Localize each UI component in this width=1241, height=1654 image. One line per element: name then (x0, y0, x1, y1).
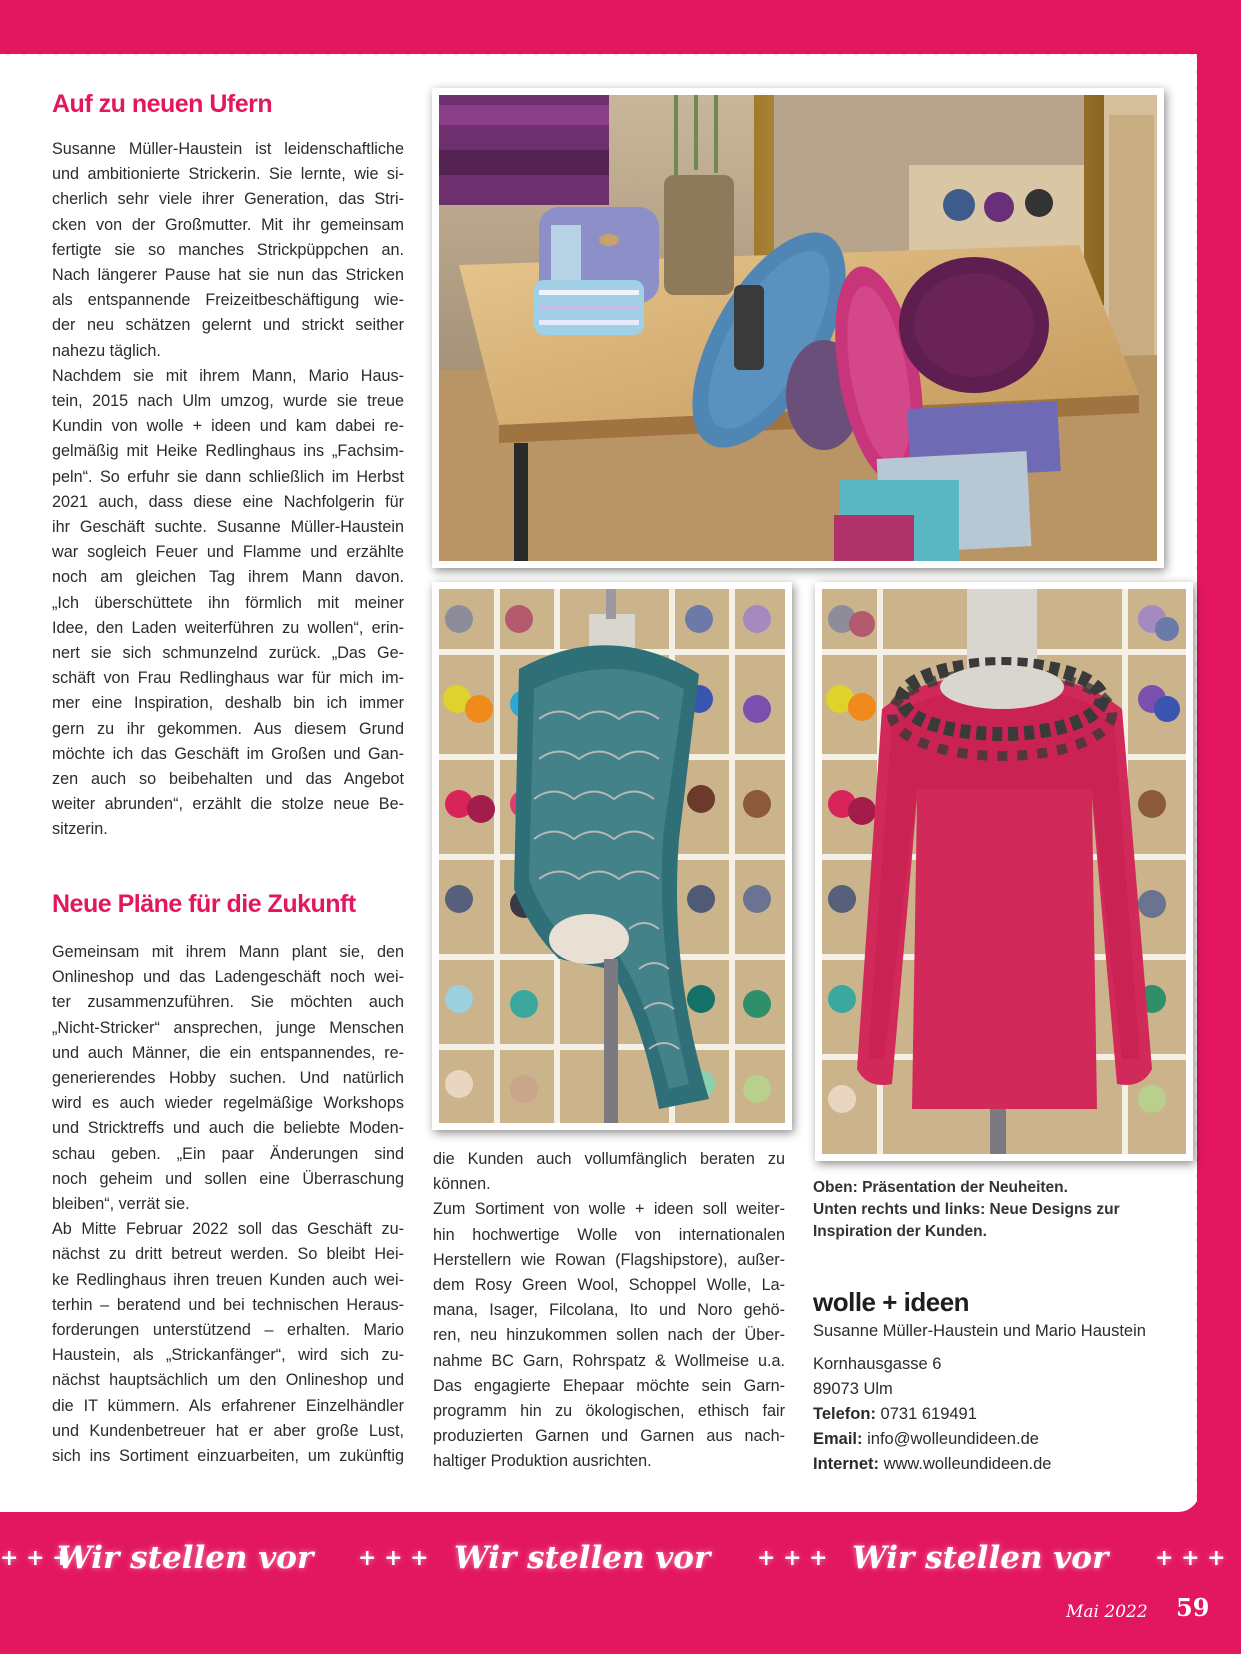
text-line: als entspannende Freizeitbeschäftigung wie- (52, 291, 404, 310)
text-line: weiter abrunden“, erzählt die stolze neue Be- (52, 795, 404, 814)
phone-label: Telefon: (813, 1405, 876, 1423)
text-line: Haustein, als „Strickanfänger“, wird sich zu- (52, 1346, 404, 1365)
text-line: und Kundenbetreuer hat er aber große Lust, (52, 1421, 404, 1440)
text-line: Zum Sortiment von wolle + ideen soll weiter- (433, 1200, 785, 1219)
text-line: ke Redlinghaus ihren treuen Kunden auch wei- (52, 1270, 404, 1289)
phone-line (813, 1402, 1203, 1427)
text-line: cken von der Großmutter. Mit ihr gemeinsam (52, 215, 404, 234)
text-line: Onlineshop und das Ladengeschäft noch wei- (52, 968, 404, 987)
caption-line-1: Oben: Präsentation der Neuheiten. (813, 1179, 1068, 1196)
caption-line-3: Inspiration der Kunden. (813, 1223, 987, 1240)
text-line: können. (433, 1175, 491, 1194)
text-line: programm hin zu ökologischen, ethisch fair (433, 1402, 785, 1421)
text-line: Nach längerer Pause hat sie nun das Stricken (52, 266, 404, 285)
email-address[interactable]: info@wolleundideen.de (867, 1430, 1039, 1448)
text-line: ter zusammenzuführen. Sie möchten auch (52, 993, 404, 1012)
text-line: noch geheim und sollen eine Überraschung (52, 1169, 404, 1188)
banner-text: Wir stellen vor (852, 1540, 1109, 1576)
text-line: ihr Geschäft suchte. Susanne Müller-Haustein (52, 518, 404, 537)
web-line (813, 1452, 1203, 1477)
text-line: ren, neu hinzukommen sollen nach der Über- (433, 1326, 785, 1345)
owners: Susanne Müller-Haustein und Mario Haustein (813, 1322, 1146, 1340)
text-line: dem Rosy Green Wool, Schoppel Wolle, La- (433, 1276, 785, 1295)
text-line: Idee, den Laden weiterführen zu wollen“, erin- (52, 618, 404, 637)
text-line: möchte ich das Geschäft im Großen und Gan- (52, 744, 404, 763)
text-line: und Stricktreffs und auch die beliebte Moden- (52, 1119, 404, 1138)
text-line: sich ins Sortiment einzuarbeiten, um zukünftig (52, 1447, 404, 1466)
banner-separator: + + + (0, 1545, 71, 1571)
text-line: noch am gleichen Tag ihrem Mann davon. (52, 568, 404, 587)
caption-line-2: Unten rechts und links: Neue Designs zur (813, 1201, 1120, 1218)
contact-box (813, 1285, 1203, 1477)
city: 89073 Ulm (813, 1380, 893, 1398)
text-line: nächst zu dritt betreut werden. So bleibt Hei- (52, 1245, 404, 1264)
text-line: Gemeinsam mit ihrem Mann plant sie, den (52, 943, 404, 961)
photo-pink-sweater (815, 582, 1193, 1161)
text-line: nahme BC Garn, Rohrspatz & Wollmeise u.a. (433, 1351, 785, 1370)
text-line: Das engagierte Ehepaar möchte sein Garn- (433, 1376, 785, 1395)
issue-date: Mai 2022 (1066, 1602, 1148, 1622)
email-label: Email: (813, 1430, 863, 1448)
text-line: und auch Männer, die ein entspannendes, re- (52, 1043, 404, 1062)
website-link[interactable]: www.wolleundideen.de (883, 1455, 1052, 1473)
street: Kornhausgasse 6 (813, 1355, 942, 1373)
text-line: tein, 2015 nach Ulm umzog, wurde sie treue (52, 392, 404, 411)
right-border (1197, 0, 1241, 1520)
text-line: Susanne Müller-Haustein ist leidenschaftliche (52, 140, 404, 158)
text-line: zen auch so beibehalten und das Angebot (52, 770, 404, 789)
article-column-1b (52, 940, 404, 1469)
photo-shawl-design (432, 582, 792, 1130)
text-line: mer eine Inspiration, deshalb bin ich immer (52, 694, 404, 713)
text-line: die IT kümmern. Als erfahrener Einzelhändler (52, 1396, 404, 1415)
banner-separator: + + + (1155, 1545, 1226, 1571)
article-column-2 (433, 1147, 785, 1475)
text-line: haltiger Produktion ausrichten. (433, 1452, 652, 1471)
shop-name: wolle + ideen (813, 1287, 970, 1317)
text-line: nächst hauptsächlich um den Onlineshop und (52, 1371, 404, 1390)
banner-text: Wir stellen vor (57, 1540, 314, 1576)
text-line: gern zu ihr gekommen. Aus diesem Grund (52, 719, 404, 738)
text-line: schäft von Frau Redlinghaus war für mich im- (52, 669, 404, 688)
banner-separator: + + + (757, 1545, 828, 1571)
article-column-1a (52, 137, 404, 843)
heading-neue-plaene: Neue Pläne für die Zukunft (52, 890, 356, 918)
text-line: fertigte sie so manches Strickpüppchen an. (52, 240, 404, 259)
text-line: forderungen unterstützend – erhalten. Mario (52, 1321, 404, 1340)
text-line: 2021 auch, dass diese eine Nachfolgerin für (52, 492, 404, 511)
heading-auf-zu-neuen-ufern: Auf zu neuen Ufern (52, 90, 273, 118)
text-line: sitzerin. (52, 820, 108, 839)
text-line: Nachdem sie mit ihrem Mann, Mario Haus- (52, 366, 404, 385)
text-line: bleiben“, verrät sie. (52, 1195, 190, 1214)
photo-new-arrivals (432, 88, 1164, 568)
text-line: produzierten Garnen und Garnen aus nach- (433, 1427, 785, 1446)
text-line: generierendes Hobby suchen. Und natürlich (52, 1069, 404, 1088)
text-line: gelmäßig mit Heike Redlinghaus ins „Fachsim- (52, 442, 404, 461)
photo-caption (813, 1177, 1193, 1243)
text-line: hin hochwertige Wolle von internationalen (433, 1225, 785, 1244)
text-line: war sogleich Feuer und Flamme und erzählte (52, 543, 404, 562)
email-line (813, 1427, 1203, 1452)
page-number: 59 (1176, 1593, 1210, 1622)
text-line: die Kunden auch vollumfänglich beraten zu (433, 1150, 785, 1168)
banner-separator: + + + (358, 1545, 429, 1571)
footer-banner (0, 1530, 1241, 1586)
web-label: Internet: (813, 1455, 879, 1473)
text-line: cherlich sehr viele ihrer Generation, das Stri- (52, 190, 404, 209)
text-line: der neu schätzen gelernt und strickt seither (52, 316, 404, 335)
text-line: „Ich überschüttete ihn förmlich mit meiner (52, 593, 404, 612)
text-line: terhin – beratend und bei technischen Heraus- (52, 1295, 404, 1314)
text-line: Herstellern wie Rowan (Flagshipstore), außer- (433, 1250, 785, 1269)
text-line: Ab Mitte Februar 2022 soll das Geschäft zu- (52, 1220, 404, 1239)
text-line: nert sie sich schmunzelnd zurück. „Das Ge- (52, 644, 404, 663)
text-line: nahezu täglich. (52, 341, 161, 360)
text-line: und ambitionierte Strickerin. Sie lernte, wie si- (52, 165, 404, 184)
text-line: mana, Isager, Filcolana, Ito und Noro gehö- (433, 1301, 785, 1320)
text-line: Kundin von wolle + ideen und kam dabei re- (52, 417, 404, 436)
text-line: peln“. So erfuhr sie dann schließlich im Herbst (52, 467, 404, 486)
text-line: „Nicht-Stricker“ ansprechen, junge Menschen (52, 1018, 404, 1037)
text-line: schau geben. „Ein paar Änderungen sind (52, 1144, 404, 1163)
top-border (0, 0, 1241, 54)
banner-text: Wir stellen vor (454, 1540, 711, 1576)
phone-number[interactable]: 0731 619491 (880, 1405, 977, 1423)
text-line: wird es auch wieder regelmäßige Workshops (52, 1094, 404, 1113)
